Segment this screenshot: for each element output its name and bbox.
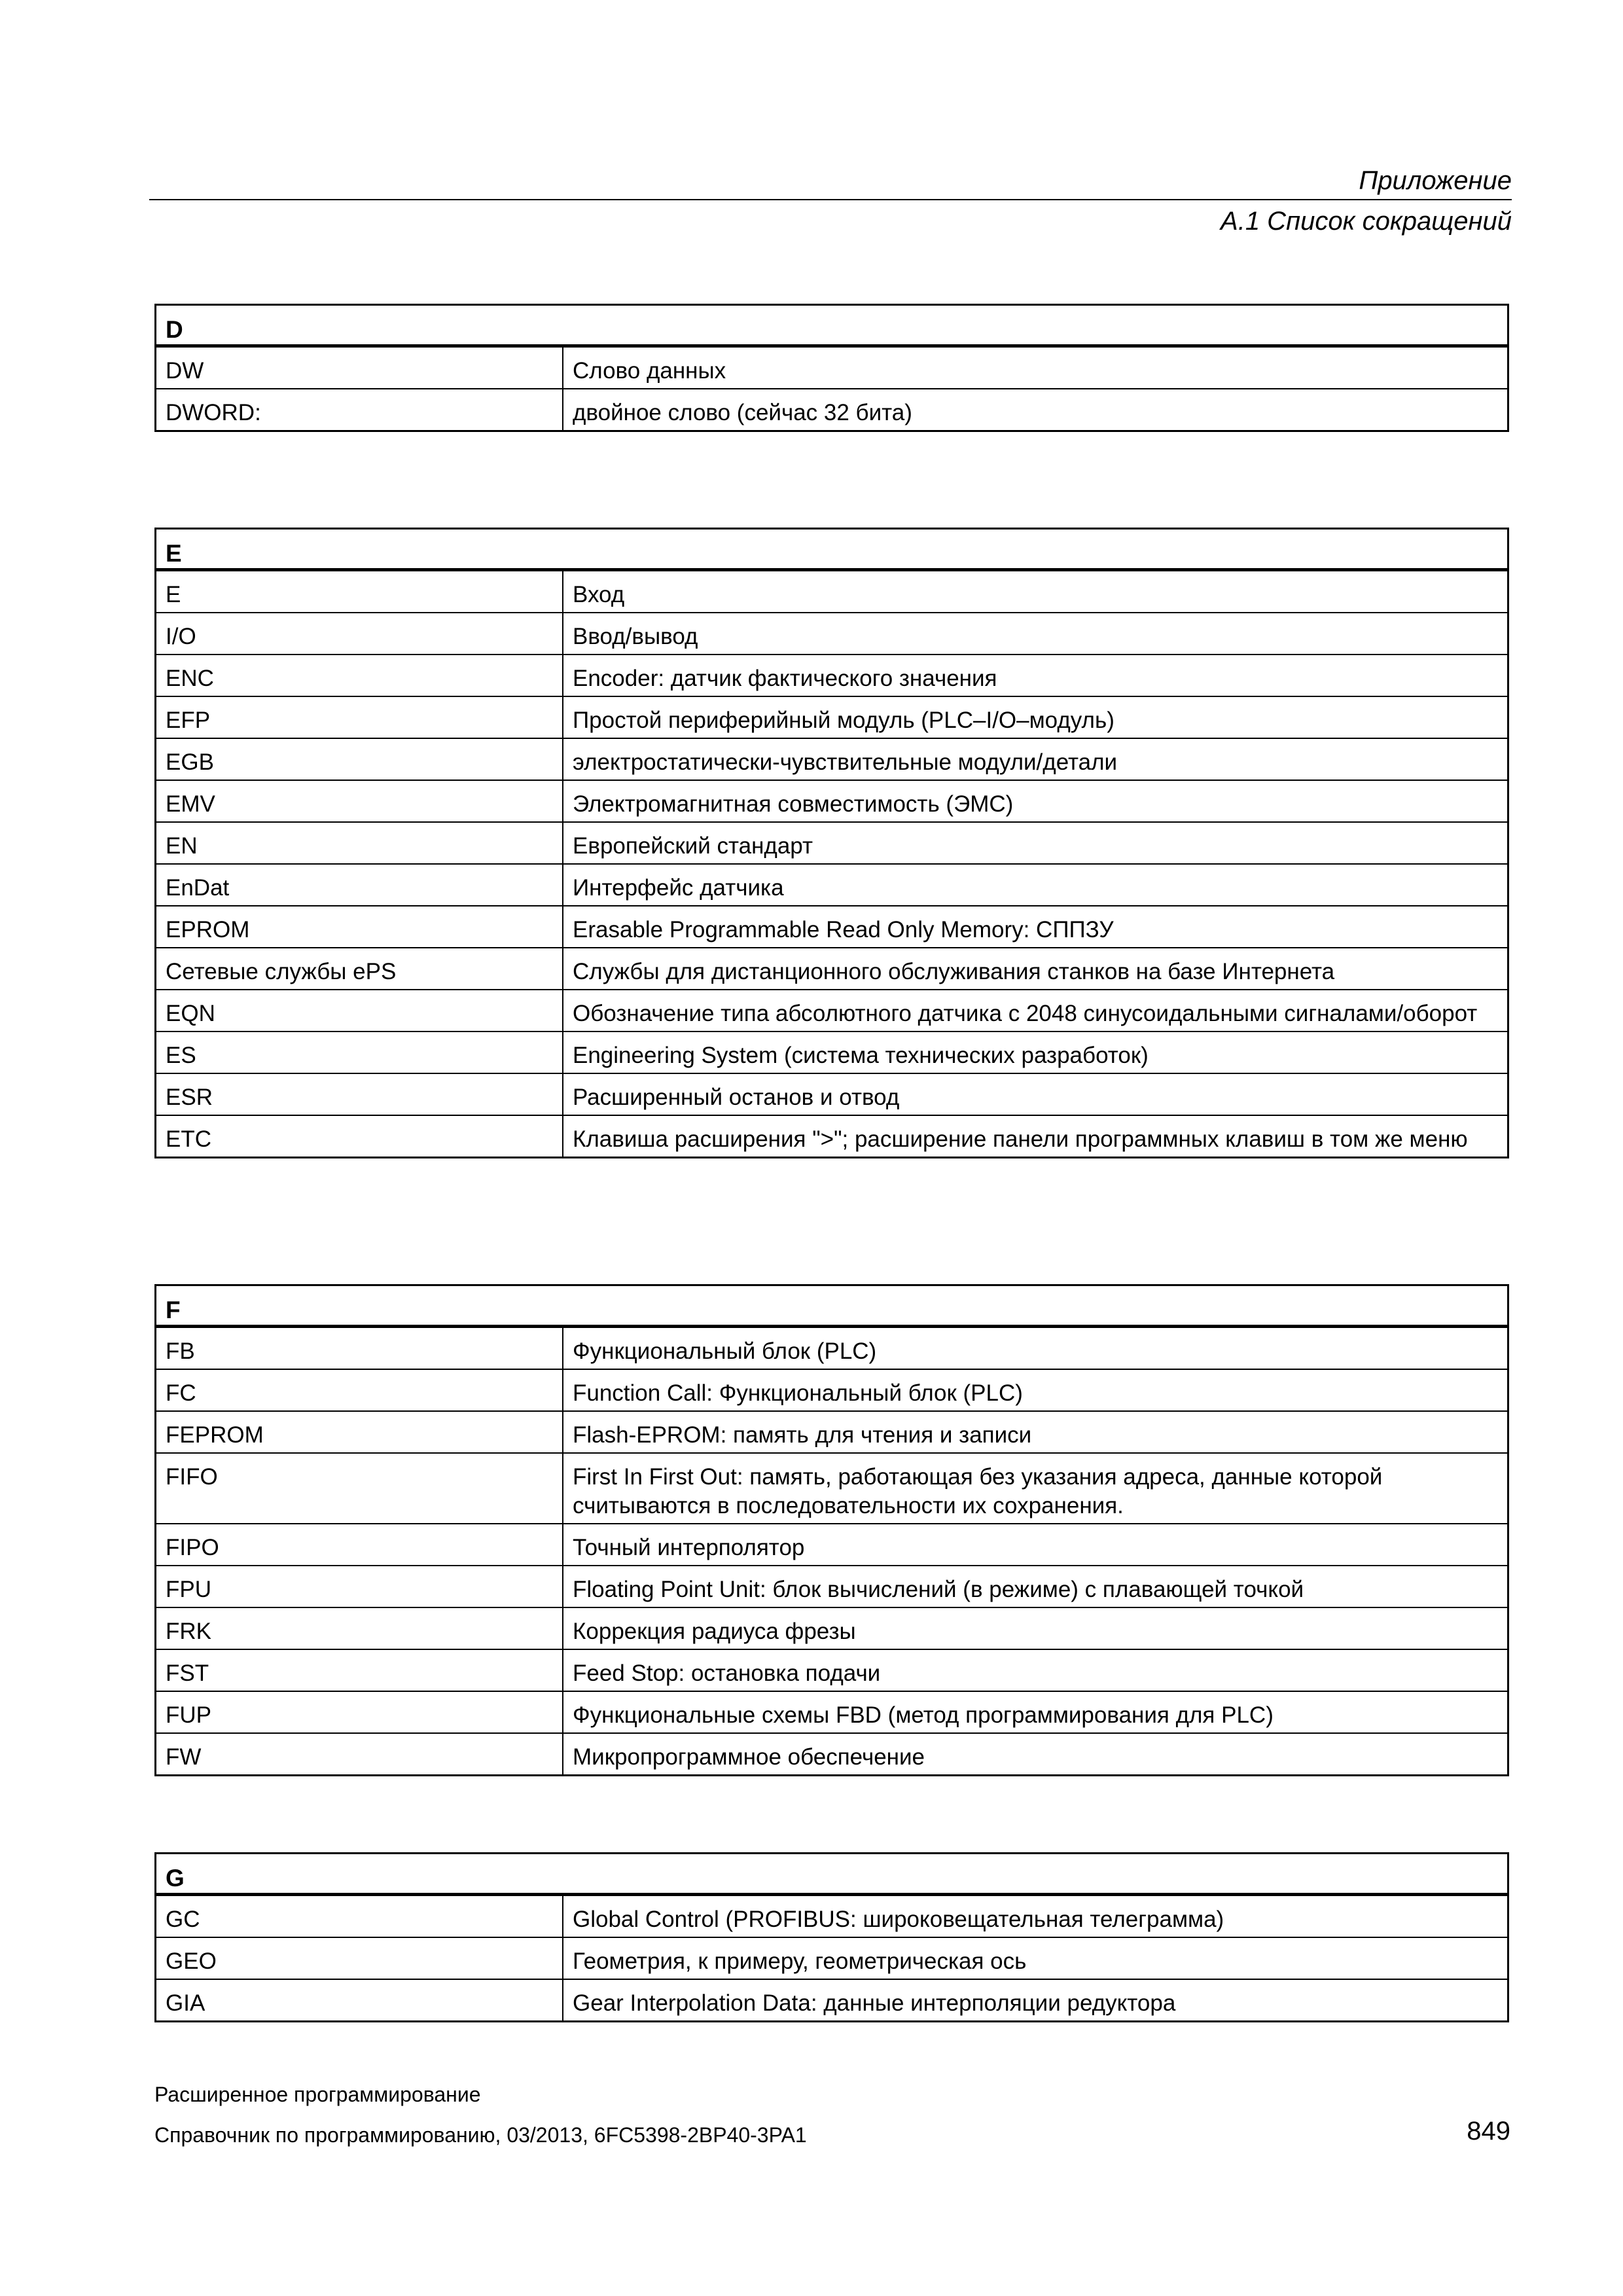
abbreviation-cell: FIFO (156, 1454, 563, 1523)
abbreviation-cell: E (156, 571, 563, 612)
table-row (156, 1410, 1507, 1452)
description-cell: электростатически-чувствительные модули/детали (573, 749, 1118, 775)
abbreviation-cell: FEPROM (156, 1412, 563, 1452)
description-cell: Erasable Programmable Read Only Memory: СППЗУ (573, 917, 1114, 942)
abbreviation-cell: DWORD: (156, 389, 563, 430)
description-cell: Электромагнитная совместимость (ЭМС) (573, 791, 1014, 817)
table-row (156, 863, 1507, 905)
description-cell: Вход (573, 582, 625, 607)
description-cell: Коррекция радиуса фрезы (573, 1619, 856, 1644)
table-row (156, 388, 1507, 430)
table-row (156, 947, 1507, 989)
description-cell: Ввод/вывод (573, 624, 698, 649)
abbreviation-cell: EN (156, 823, 563, 863)
abbreviation-cell: GIA (156, 1980, 563, 2020)
table-row (156, 1896, 1507, 1937)
description-cell: Геометрия, к примеру, геометрическая ось (573, 1948, 1027, 1974)
description-cell: Функциональные схемы FBD (метод программирования для PLC) (573, 1702, 1274, 1728)
table-row (156, 1523, 1507, 1565)
abbreviation-cell: EGB (156, 739, 563, 780)
table-letter-heading: F (156, 1286, 1507, 1328)
abbreviation-cell: FST (156, 1650, 563, 1691)
description-cell: Global Control (PROFIBUS: широковещательная телеграмма) (573, 1907, 1224, 1932)
abbrev-table-f (154, 1284, 1509, 1776)
table-row (156, 348, 1507, 388)
table-row (156, 738, 1507, 780)
abbreviation-cell: ES (156, 1032, 563, 1073)
table-row (156, 1937, 1507, 1979)
abbrev-table-d (154, 304, 1509, 432)
table-row (156, 1732, 1507, 1774)
abbreviation-cell: FRK (156, 1608, 563, 1649)
description-cell: Function Call: Функциональный блок (PLC) (573, 1380, 1023, 1406)
table-row (156, 821, 1507, 863)
page-number: 849 (1467, 2117, 1510, 2145)
table-row (156, 1607, 1507, 1649)
table-row (156, 1031, 1507, 1073)
description-cell: двойное слово (сейчас 32 бита) (573, 400, 912, 425)
description-cell: Feed Stop: остановка подачи (573, 1660, 881, 1686)
table-row (156, 1115, 1507, 1157)
table-row (156, 1073, 1507, 1115)
table-row (156, 1565, 1507, 1607)
description-cell: Европейский стандарт (573, 833, 813, 859)
table-row (156, 780, 1507, 821)
table-letter-heading: D (156, 306, 1507, 348)
description-cell: First In First Out: память, работающая без указания адреса, данные которой считываются в последовательности их сохранения. (573, 1464, 1383, 1518)
abbreviation-cell: FB (156, 1328, 563, 1369)
table-row (156, 1691, 1507, 1732)
description-cell: Gear Interpolation Data: данные интерполяции редуктора (573, 1990, 1176, 2016)
footer-reference: Справочник по программированию, 03/2013, 6FC5398-2BP40-3PA1 (154, 2123, 807, 2147)
table-row (156, 1649, 1507, 1691)
description-cell: Floating Point Unit: блок вычислений (в режиме) с плавающей точкой (573, 1577, 1304, 1602)
abbreviation-cell: EQN (156, 990, 563, 1031)
table-row (156, 696, 1507, 738)
footer-title: Расширенное программирование (154, 2083, 481, 2106)
table-row (156, 1369, 1507, 1410)
table-row (156, 571, 1507, 612)
abbreviation-cell: EFP (156, 697, 563, 738)
abbrev-table-e (154, 528, 1509, 1158)
description-cell: Слово данных (573, 358, 726, 384)
description-cell: Engineering System (система технических разработок) (573, 1043, 1149, 1068)
description-cell: Расширенный останов и отвод (573, 1085, 900, 1110)
description-cell: Точный интерполятор (573, 1535, 805, 1560)
description-cell: Функциональный блок (PLC) (573, 1338, 877, 1364)
abbreviation-cell: EMV (156, 781, 563, 821)
description-cell: Службы для дистанционного обслуживания станков на базе Интернета (573, 959, 1335, 984)
abbreviation-cell: GEO (156, 1938, 563, 1979)
abbreviation-cell: ETC (156, 1116, 563, 1157)
table-row (156, 654, 1507, 696)
description-cell: Простой периферийный модуль (PLC–I/O–модуль) (573, 708, 1115, 733)
table-row (156, 905, 1507, 947)
abbreviation-cell: FC (156, 1370, 563, 1410)
table-letter-heading: G (156, 1854, 1507, 1896)
header-rule (149, 199, 1512, 200)
abbreviation-cell: ENC (156, 655, 563, 696)
abbreviation-cell: FUP (156, 1692, 563, 1732)
abbreviation-cell: I/O (156, 613, 563, 654)
description-cell: Микропрограммное обеспечение (573, 1744, 925, 1770)
abbreviation-cell: ESR (156, 1074, 563, 1115)
table-letter-heading: E (156, 529, 1507, 571)
description-cell: Интерфейс датчика (573, 875, 784, 901)
table-row (156, 989, 1507, 1031)
abbrev-table-g (154, 1852, 1509, 2022)
abbreviation-cell: EnDat (156, 865, 563, 905)
description-cell: Клавиша расширения ">"; расширение панели программных клавиш в том же меню (573, 1126, 1468, 1152)
header-chapter: Приложение (1359, 166, 1512, 195)
description-cell: Encoder: датчик фактического значения (573, 666, 997, 691)
abbreviation-cell: FIPO (156, 1524, 563, 1565)
abbreviation-cell: FW (156, 1734, 563, 1774)
abbreviation-cell: GC (156, 1896, 563, 1937)
table-row (156, 1328, 1507, 1369)
table-row (156, 1452, 1507, 1523)
abbreviation-cell: Сетевые службы ePS (156, 948, 563, 989)
description-cell: Обозначение типа абсолютного датчика с 2048 синусоидальными сигналами/оборот (573, 1001, 1478, 1026)
abbreviation-cell: FPU (156, 1566, 563, 1607)
table-row (156, 1979, 1507, 2020)
description-cell: Flash-EPROM: память для чтения и записи (573, 1422, 1032, 1448)
abbreviation-cell: DW (156, 348, 563, 388)
header-section: A.1 Список сокращений (1221, 207, 1512, 236)
table-row (156, 612, 1507, 654)
abbreviation-cell: EPROM (156, 906, 563, 947)
